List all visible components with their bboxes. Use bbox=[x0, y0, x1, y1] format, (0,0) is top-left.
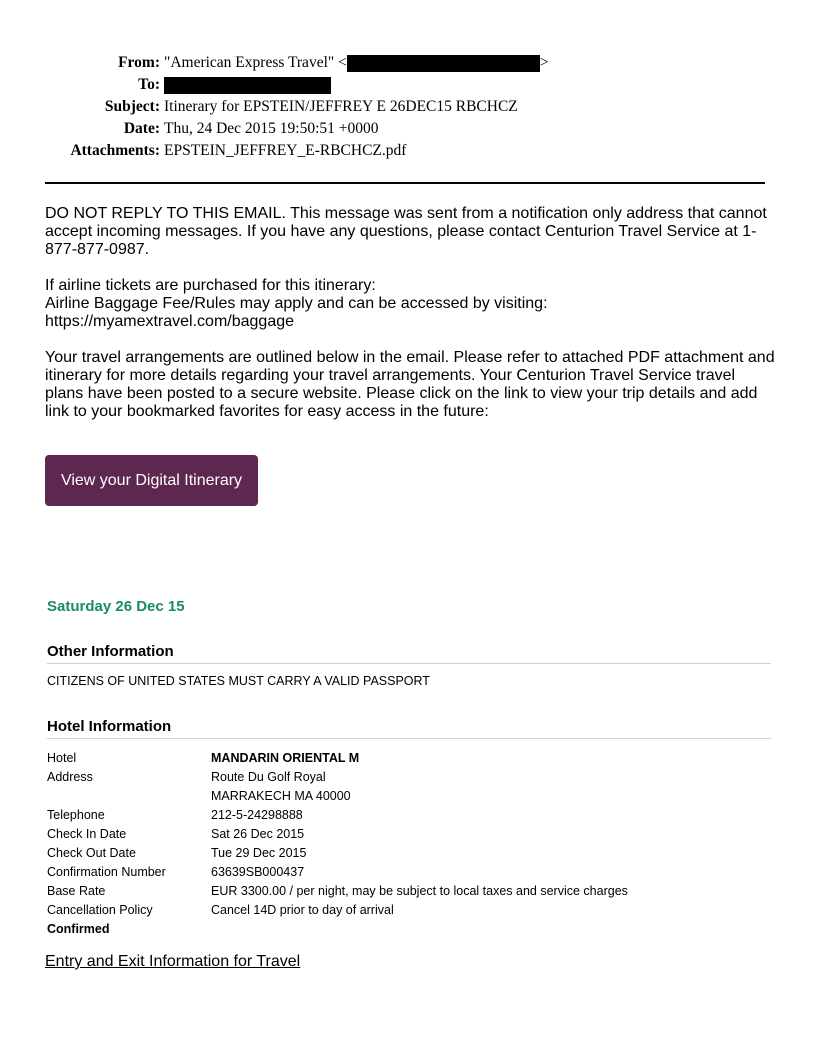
date-value: Thu, 24 Dec 2015 19:50:51 +0000 bbox=[164, 120, 379, 137]
baggage-url[interactable]: https://myamextravel.com/baggage bbox=[45, 313, 295, 330]
from-sender: "American Express Travel" < bbox=[164, 54, 347, 71]
confirmation-label: Confirmation Number bbox=[47, 864, 166, 879]
redacted-recipient bbox=[164, 77, 331, 94]
hotel-information-title: Hotel Information bbox=[47, 718, 771, 739]
check-in-value: Sat 26 Dec 2015 bbox=[211, 826, 305, 841]
check-in-row bbox=[47, 824, 628, 843]
check-out-row bbox=[47, 843, 628, 862]
attachment-file[interactable]: EPSTEIN_JEFFREY_E-RBCHCZ.pdf bbox=[164, 142, 407, 159]
view-digital-itinerary-button[interactable]: View your Digital Itinerary bbox=[45, 455, 258, 506]
entry-exit-info-link[interactable]: Entry and Exit Information for Travel bbox=[45, 953, 301, 970]
baggage-line-2: Airline Baggage Fee/Rules may apply and can be accessed by visiting: bbox=[45, 295, 548, 312]
from-label: From: bbox=[118, 54, 160, 71]
base-rate-value: EUR 3300.00 / per night, may be subject to local taxes and service charges bbox=[211, 883, 628, 898]
header-divider bbox=[45, 182, 765, 184]
to-value bbox=[164, 74, 331, 96]
to-label: To: bbox=[138, 76, 160, 93]
check-out-value: Tue 29 Dec 2015 bbox=[211, 845, 307, 860]
address-line-2: MARRAKECH MA 40000 bbox=[211, 788, 351, 803]
baggage-notice bbox=[45, 277, 775, 331]
cancellation-row bbox=[47, 900, 628, 919]
check-in-label: Check In Date bbox=[47, 826, 127, 841]
baggage-line-1: If airline tickets are purchased for this itinerary: bbox=[45, 277, 376, 294]
hotel-details bbox=[47, 748, 628, 938]
subject-value: Itinerary for EPSTEIN/JEFFREY E 26DEC15 RBCHCZ bbox=[164, 98, 518, 115]
date-label: Date: bbox=[123, 120, 160, 137]
cancellation-value: Cancel 14D prior to day of arrival bbox=[211, 902, 394, 917]
other-information-title: Other Information bbox=[47, 643, 771, 664]
confirmation-row bbox=[47, 862, 628, 881]
email-body bbox=[45, 205, 775, 421]
subject-label: Subject: bbox=[104, 98, 160, 115]
confirmation-value: 63639SB000437 bbox=[211, 864, 305, 879]
check-out-label: Check Out Date bbox=[47, 845, 136, 860]
redacted-email bbox=[347, 55, 540, 72]
address-row bbox=[47, 767, 628, 786]
telephone-row bbox=[47, 805, 628, 824]
hotel-row bbox=[47, 748, 628, 767]
arrangements-notice: Your travel arrangements are outlined below in the email. Please refer to attached PDF attachment and itinerary for more details regarding your travel arrangements. Your Centurion Travel Service travel plans have been posted to a secure website. Please click on the link to view your trip details and add link to your bookmarked favorites for easy access in the future: bbox=[45, 349, 775, 420]
booking-status: Confirmed bbox=[47, 921, 110, 936]
attachments-row bbox=[46, 140, 766, 162]
passport-notice: CITIZENS OF UNITED STATES MUST CARRY A VALID PASSPORT bbox=[47, 674, 430, 688]
status-row bbox=[47, 919, 628, 938]
address-line-1: Route Du Golf Royal bbox=[211, 769, 326, 784]
address-label: Address bbox=[47, 769, 93, 784]
hotel-label: Hotel bbox=[47, 750, 77, 765]
telephone-value: 212-5-24298888 bbox=[211, 807, 303, 822]
from-close: > bbox=[539, 54, 549, 71]
date-row bbox=[46, 118, 766, 140]
subject-row bbox=[46, 96, 766, 118]
from-value bbox=[164, 52, 549, 74]
base-rate-row bbox=[47, 881, 628, 900]
day-heading: Saturday 26 Dec 15 bbox=[47, 598, 185, 615]
hotel-name: MANDARIN ORIENTAL M bbox=[211, 750, 360, 765]
attachments-label: Attachments: bbox=[70, 142, 160, 159]
base-rate-label: Base Rate bbox=[47, 883, 106, 898]
address-row-2 bbox=[47, 786, 628, 805]
cancellation-label: Cancellation Policy bbox=[47, 902, 153, 917]
telephone-label: Telephone bbox=[47, 807, 105, 822]
to-row bbox=[46, 74, 766, 96]
from-row bbox=[46, 52, 766, 74]
no-reply-notice: DO NOT REPLY TO THIS EMAIL. This message was sent from a notification only address that cannot accept incoming messages. If you have any questions, please contact Centurion Travel Service at 1-877-877-0987. bbox=[45, 205, 767, 258]
email-header bbox=[46, 52, 766, 162]
